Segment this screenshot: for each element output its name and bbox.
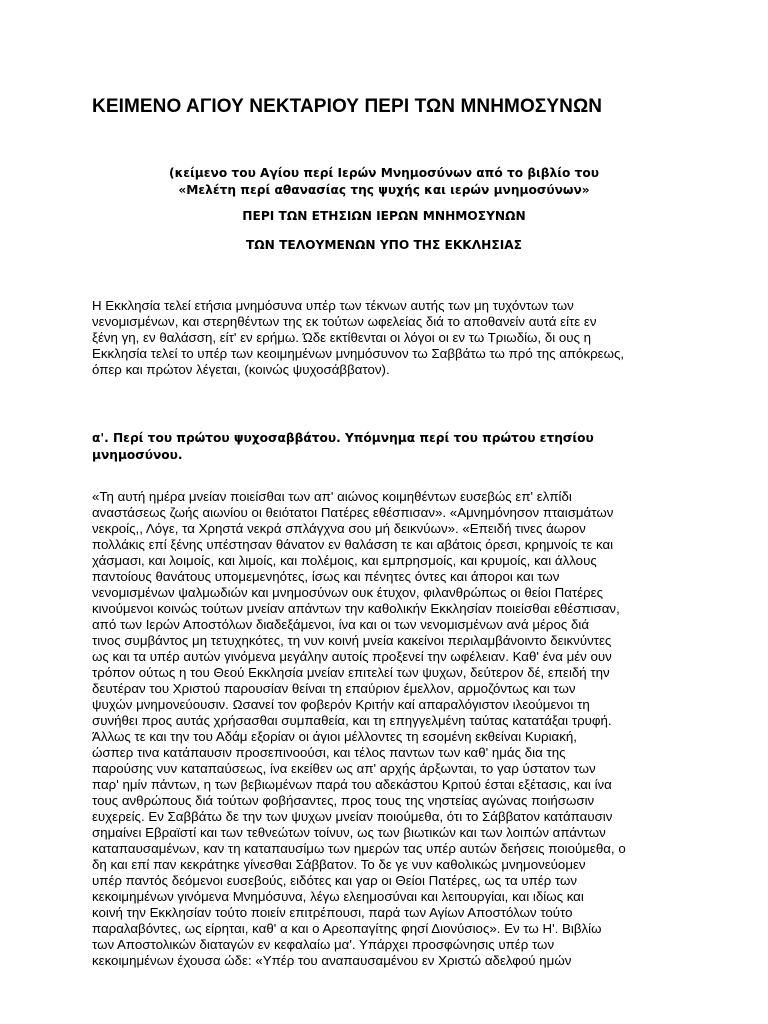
source-note-line: (κείμενο του Αγίου περί Ιερών Μνημοσύνων από το βιβλίο του — [169, 166, 599, 180]
paragraph-line: τους ανθρώπους διά τούτων φοβήσαντες, προς τους της νηστείας αγώνας ποιήσωσιν — [92, 793, 595, 808]
paragraph-line: παντοίους θανάτους υπομεμενηότες, ίσως και πένητες όντες και άποροι και των — [92, 569, 560, 584]
paragraph-line: καταπαυσαμένων, καν τη καταπαυσίμω των ημερών τας υπέρ αυτών δεήσεις ποιούμεθα, ο — [92, 841, 626, 856]
paragraph-line: αναστάσεως ζωής αιωνίου οι θειότατοι Πατέρες εθέσπισαν». «Αμνημόνησον πταισμάτων — [92, 505, 614, 520]
paragraph-line: τινος συμβάντος μη τετυχηκότες, τη νυν κοινή μνεία κακείνοι περιλαμβάνοιντο δεικνύντες — [92, 633, 612, 648]
paragraph-line: πολλάκις επί ξένης υπέστησαν θάνατον εν θαλάσση τε και αβάτοις όρεσι, κρημνοίς τε και — [92, 537, 614, 552]
paragraph-line: ψυχών μνημονεύουσιν. Ωσανεί τον φοβερόν Κριτήν καί απαραλόγιστον ιλεούμενοι τη — [92, 697, 590, 712]
paragraph-line: παρ' ημίν πάντων, η των βεβιωμένων παρά του αδεκάστου Κριτού έσται εξέτασις, και ίνα — [92, 777, 612, 792]
heading-performed-by-church-text: ΤΩΝ ΤΕΛΟΥΜΕΝΩΝ ΥΠΟ ΤΗΣ ΕΚΚΛΗΣΙΑΣ — [245, 238, 522, 252]
paragraph-line: νεκροίς,, Λόγε, τα Χρηστά νεκρά σπλάγχνα σου μή δεικνύων». «Επειδή τινες άωρον — [92, 521, 586, 536]
document-title: ΚΕΙΜΕΝΟ ΑΓΙΟΥ ΝΕΚΤΑΡΙΟΥ ΠΕΡΙ ΤΩΝ ΜΝΗΜΟΣΥΝΩΝ — [92, 96, 603, 117]
paragraph-line: παραλαβόντες, ως είρηται, καθ' α και ο Αρεοπαγίτης φησί Διονύσιος». Εν τω Η'. Βιβλίω — [92, 921, 602, 936]
paragraph-line: συνήθει προς αυτάς χρήσασθαι συμπαθεία, και τη επηγγελμένη ταύτας κατατάξαι τρυφή. — [92, 713, 612, 728]
paragraph-line: χάσμασι, και λοιμοίς, και λιμοίς, και πολέμοις, και εμπρησμοίς, και κρυμοίς, και άλλους — [92, 553, 597, 568]
source-note-line: «Μελέτη περί αθανασίας της ψυχής και ιερών μνημοσύνων» — [178, 183, 590, 197]
paragraph-line: ως και τα υπέρ αυτών γινόμενα μεγάλην αυτοίς προξενεί την ωφέλειαν. Καθ' ένα μέν ουν — [92, 649, 612, 664]
paragraph-line: δευτέραν του Χριστού παρουσίαν θείναι τη επαύριον έμελλον, αρμοζόντως και των — [92, 681, 576, 696]
paragraph-line: Άλλως τε και την του Αδάμ εξορίαν οι άγιοι μέλλοντες τη εσομένη εκθείναι Κυριακή, — [92, 729, 577, 744]
paragraph-line: από των Ιερών Αποστόλων διαδεξάμενοι, ίνα και οι των νενομισμένων ανά μέρος διά — [92, 617, 590, 632]
paragraph-line: όπερ και πρώτον λέγεται, (κοινώς ψυχοσάββατον). — [92, 362, 390, 377]
paragraph-line: κινούμενοι κοινώς τούτων μνείαν απάντων την καθολικήν Εκκλησίαν ποιείσθαι εθέσπισαν, — [92, 601, 620, 616]
heading-annual-memorials — [92, 208, 676, 225]
paragraph-line: νενομισμένων, και στερηθέντων της εκ τούτων ωφελείας διά το αποθανείν αυτά είτε εν — [92, 314, 597, 329]
paragraph-line: «Τη αυτή ημέρα μνείαν ποιείσθαι των απ' αιώνος κοιμηθέντων ευσεβώς επ' ελπίδι — [92, 489, 572, 504]
paragraph-line: των Αποστολικών διαταγών εν κεφαλαίω μα'. Υπάρχει προσφώνησις υπέρ των — [92, 937, 555, 952]
paragraph-line: σημαίνει Εβραϊστί και των τεθνεώτων τοίνυν, ως των βιωτικών και των λοιπών απάντων — [92, 825, 606, 840]
paragraph-line: νενομισμένων ψαλμωδιών και μνημοσύνων ουκ έτυχον, φιλανθρώπως οι θείοι Πατέρες — [92, 585, 604, 600]
paragraph-line: Η Εκκλησία τελεί ετήσια μνημόσυνα υπέρ των τέκνων αυτής των μη τυχόντων των — [92, 298, 574, 313]
paragraph-line: ώσπερ τινα κατάπαυσιν προσεπινοούσι, και τέλος παντων των καθ' ημάς δια της — [92, 745, 566, 760]
paragraph-line: κεκοιμημένων γινόμενα Μνημόσυνα, λέγω ελεημοσύναι και λειτουργίαι, και ιδίως και — [92, 889, 584, 904]
paragraph-line: Εκκλησία τελεί το υπέρ των κεοιμημένων μνημόσυνον τω Σαββάτω τω πρό της απόκρεως, — [92, 346, 625, 361]
paragraph-line: ξένη γη, εν θαλάσση, είτ' εν ερήμω. Ώδε εκτίθενται οι λόγοι οι εν τω Τριωδίω, δι ους η — [92, 330, 592, 345]
paragraph-line: υπέρ παντός δεόμενοι ευσεβούς, ειδότες και γαρ οι Θείοι Πατέρες, ως τα υπέρ των — [92, 873, 578, 888]
paragraph-line: παρούσης νυν καταπαύσεως, ίνα εκείθεν ως απ' αρχής άρξωνται, το γαρ ύστατον των — [92, 761, 596, 776]
intro-paragraph — [92, 298, 682, 378]
paragraph-line: κεκοιμημένων έχουσα ώδε: «Υπέρ του αναπαυσαμένου εν Χριστώ αδελφού ημών — [92, 953, 572, 968]
paragraph-line: ευχερείς. Εν Σαββάτω δε την των ψυχων μνείαν ποιούμεθα, ότι το Σάββατον κατάπαυσιν — [92, 809, 613, 824]
section-heading — [92, 430, 682, 464]
paragraph-line: τρόπον ούτως η του Θεού Εκκλησία μνείαν επιτελεί των ψυχων, δεύτερον δέ, επειδή την — [92, 665, 610, 680]
paragraph-line: δη και επί παν κεκράτηκε γίνεσθαι Σάββατον. Το δε γε νυν καθολικώς μνημονεύομεν — [92, 857, 586, 872]
main-paragraph — [92, 489, 682, 969]
section-heading-line: α'. Περί του πρώτου ψυχοσαββάτου. Υπόμνημα περί του πρώτου ετησίου — [92, 431, 594, 445]
source-note — [92, 165, 676, 199]
section-heading-line: μνημοσύνου. — [92, 448, 183, 462]
heading-annual-memorials-text: ΠΕΡΙ ΤΩΝ ΕΤΗΣΙΩΝ ΙΕΡΩΝ ΜΝΗΜΟΣΥΝΩΝ — [242, 209, 526, 223]
paragraph-line: κοινή την Εκκλησίαν τούτο ποιείν επιτρέπουσι, παρά των Αγίων Αποστόλων τούτο — [92, 905, 573, 920]
heading-performed-by-church — [92, 237, 676, 254]
